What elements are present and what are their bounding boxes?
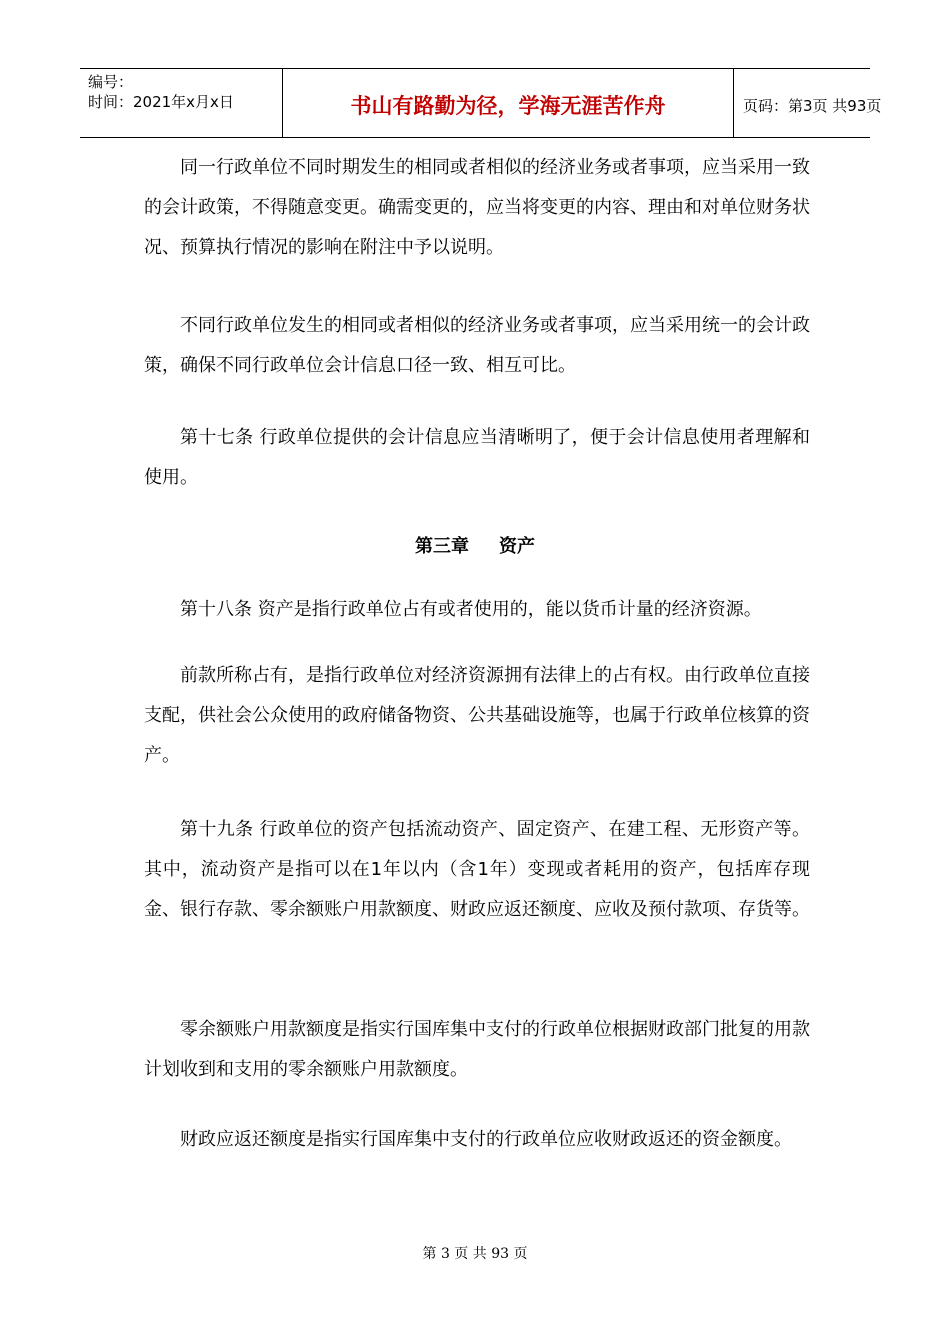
header-left-cell [80,69,282,137]
paragraph: 不同行政单位发生的相同或者相似的经济业务或者事项，应当采用统一的会计政策，确保不同行政单位会计信息口径一致、相互可比。 [144,315,810,376]
document-number-label: 编号： [88,73,134,91]
header-page-code: 页码：第3页 共93页 [743,97,882,115]
paragraph: 第十七条 行政单位提供的会计信息应当清晰明了，便于会计信息使用者理解和使用。 [144,427,810,488]
chapter-number: 第三章 [415,536,469,557]
header-motto-cell [282,69,734,137]
chapter-heading [0,532,950,562]
paragraph: 同一行政单位不同时期发生的相同或者相似的经济业务或者事项，应当采用一致的会计政策，不得随意变更。确需变更的，应当将变更的内容、理由和对单位财务状况、预算执行情况的影响在附注中予以说明。 [144,157,810,258]
paragraph: 零余额账户用款额度是指实行国库集中支付的行政单位根据财政部门批复的用款计划收到和支用的零余额账户用款额度。 [144,1019,810,1080]
paragraph: 财政应返还额度是指实行国库集中支付的行政单位应收财政返还的资金额度。 [180,1129,792,1150]
header-page-cell [733,69,882,137]
chapter-title: 资产 [499,536,535,557]
header-motto: 书山有路勤为径，学海无涯苦作舟 [350,94,666,118]
document-time-label: 时间：2021年x月x日 [88,93,234,111]
paragraph: 前款所称占有，是指行政单位对经济资源拥有法律上的占有权。由行政单位直接支配，供社会公众使用的政府储备物资、公共基础设施等，也属于行政单位核算的资产。 [144,665,810,766]
page-footer: 第 3 页 共 93 页 [422,1246,528,1262]
page-header [80,68,882,138]
paragraph: 第十八条 资产是指行政单位占有或者使用的，能以货币计量的经济资源。 [180,599,762,620]
paragraph: 第十九条 行政单位的资产包括流动资产、固定资产、在建工程、无形资产等。其中，流动资产是指可以在1年以内（含1年）变现或者耗用的资产，包括库存现金、银行存款、零余额账户用款额度、财政应返还额度、应收及预付款项、存货等。 [144,819,810,920]
